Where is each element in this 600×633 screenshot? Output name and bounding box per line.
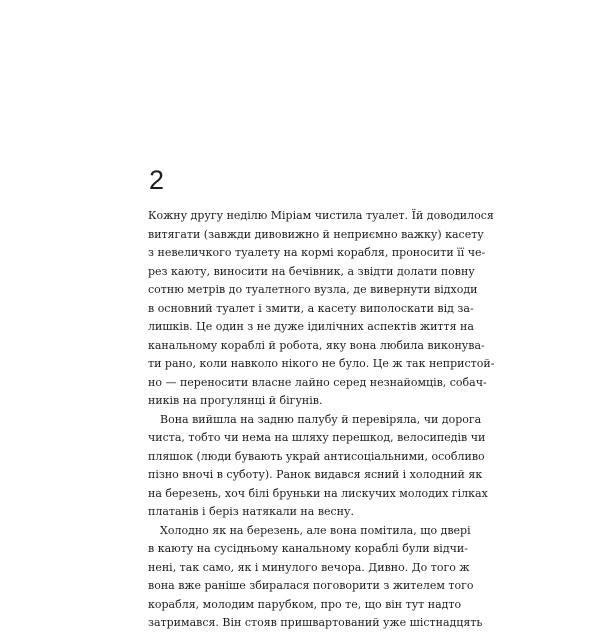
text-line: чиста, тобто чи нема на шляху перешкод, велосипедів чи xyxy=(148,431,486,444)
text-line: в основний туалет і змити, а касету виполоскати від за- xyxy=(148,301,474,315)
text-line: канальному кораблі й робота, яку вона любила виконува- xyxy=(148,338,485,352)
text-line: рез каюту, виносити на бечівник, а звідти долати повну xyxy=(148,264,475,278)
chapter-number: 2 xyxy=(149,165,165,195)
text-line: Вона вийшла на задню палубу й перевіряла, чи дорога xyxy=(160,412,482,426)
text-line: на березень, хоч білі бруньки на лискучих молодих гілках xyxy=(148,486,488,500)
chapter-body-text xyxy=(148,207,495,633)
text-line: платанів і беріз натякали на весну. xyxy=(148,505,354,518)
paragraph-3 xyxy=(148,522,483,633)
text-line: в каюту на сусідньому канальному кораблі були відчи- xyxy=(148,542,468,555)
text-line: затримався. Він стояв пришвартований уже шістнадцять xyxy=(148,616,483,629)
text-line: ників на прогулянці й бігунів. xyxy=(148,394,323,407)
text-line: Холодно як на березень, але вона помітила, що двері xyxy=(160,523,471,537)
text-line: вона вже раніше збиралася поговорити з жителем того xyxy=(148,579,474,592)
text-line: но — переносити власне лайно серед незнайомців, собач- xyxy=(148,375,487,389)
paragraph-1 xyxy=(148,207,495,411)
text-line: витягати (завжди дивовижно й неприємно важку) касету xyxy=(148,227,484,241)
paragraph-2 xyxy=(148,411,488,522)
text-line: лишків. Це один з не дуже ідилічних аспектів життя на xyxy=(148,320,474,333)
text-line: ти рано, коли навколо нікого не було. Це ж так непристой- xyxy=(148,357,495,370)
text-line: з невеличкого туалету на кормі корабля, проносити її че- xyxy=(148,246,486,259)
text-line: пізно вночі в суботу). Ранок видався ясний і холодний як xyxy=(148,468,483,481)
text-line: нені, так само, як і минулого вечора. Дивно. До того ж xyxy=(148,560,470,574)
text-line: сотню метрів до туалетного вузла, де вивернути відходи xyxy=(148,283,478,296)
text-line: пляшок (люди бувають украй антисоціальними, особливо xyxy=(148,449,485,463)
text-line: Кожну другу неділю Міріам чистила туалет. Їй доводилося xyxy=(148,209,494,222)
text-line: корабля, молодим парубком, про те, що він тут надто xyxy=(148,597,462,611)
